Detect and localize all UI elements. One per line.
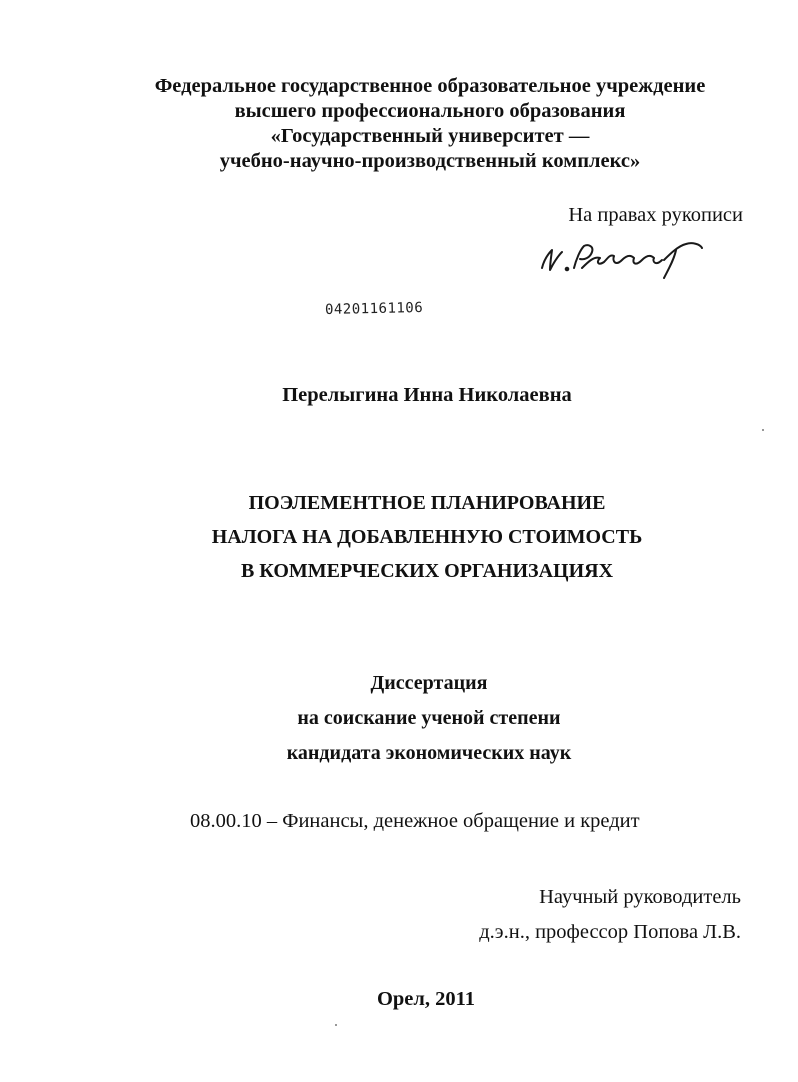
institution-line: «Государственный университет — [270,125,590,147]
city-year [0,987,798,1012]
supervisor-role: Научный руководитель [539,886,741,908]
degree-line: Диссертация [370,672,488,694]
manuscript-note: На правах рукописи [568,204,743,226]
institution-line: учебно-научно-производственный комплекс» [219,150,641,172]
author-name-text: Перелыгина Инна Николаевна [282,384,572,406]
title-line: В КОММЕРЧЕСКИХ ОРГАНИЗАЦИЯХ [240,560,614,582]
institution-line: высшего профессионального образования [234,100,626,122]
specialty-code: 08.00.10 – Финансы, денежное обращение и кредит [190,810,640,832]
handwritten-signature [536,232,708,280]
scan-speck [762,429,764,431]
degree-block [0,666,798,771]
institution-header [0,74,798,174]
degree-line: кандидата экономических наук [286,742,572,764]
title-line: ПОЭЛЕМЕНТНОЕ ПЛАНИРОВАНИЕ [248,492,606,514]
library-code: 04201161106 [324,299,424,318]
scan-speck [335,1024,337,1026]
institution-line: Федеральное государственное образовательное учреждение [154,75,706,97]
supervisor-name: д.э.н., профессор Попова Л.В. [479,921,741,943]
degree-line: на соискание ученой степени [297,707,561,729]
city-year-text: Орел, 2011 [376,988,476,1010]
supervisor-block [479,880,741,950]
author-name [0,383,798,408]
dissertation-title [0,486,798,588]
title-line: НАЛОГА НА ДОБАВЛЕННУЮ СТОИМОСТЬ [211,526,643,548]
